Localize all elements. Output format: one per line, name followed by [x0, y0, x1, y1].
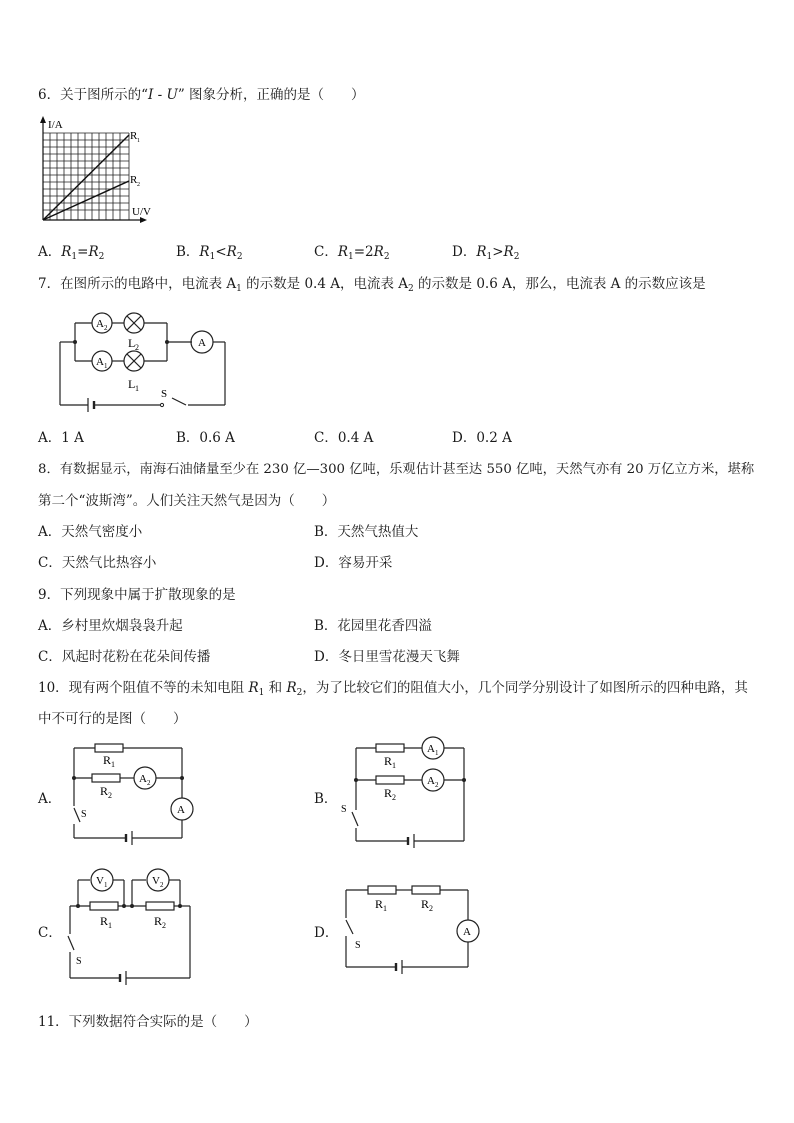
option-key: D． [452, 244, 477, 260]
q10b-r1-label: R [384, 754, 393, 768]
q7-l2-label: L [128, 336, 136, 350]
q7-l2-sub: 2 [135, 343, 139, 352]
option-op: =2 [353, 244, 374, 260]
q6-xlabel: U/V [132, 206, 151, 218]
q7-option-d[interactable]: D．0.2 A [452, 430, 512, 446]
q8-option-d[interactable]: D．容易开采 [314, 555, 393, 571]
option-r: R [373, 244, 384, 260]
option-sub: 1 [486, 252, 493, 262]
q10-stem-part2: 和 [264, 680, 287, 696]
q7-stem-part1: 7．在图所示的电路中，电流表 A [38, 276, 237, 292]
q10-r1: R [248, 680, 259, 696]
q6-line-r2 [43, 181, 129, 220]
q7-sub1: 1 [236, 284, 242, 294]
q6-option-b[interactable] [176, 240, 243, 262]
q10a-s-label: S [81, 809, 87, 820]
q7-a2-sub: 2 [104, 324, 108, 332]
q9-option-b[interactable]: B．花园里花香四溢 [314, 618, 432, 634]
q10c-r2-sub: 2 [162, 921, 166, 930]
option-sub: 1 [348, 252, 354, 262]
q10b-a1-label: A [427, 743, 435, 755]
q10b-r2-label: R [384, 786, 393, 800]
q7-l1-label: L [128, 377, 136, 391]
q10b-a2-sub: 2 [435, 781, 439, 789]
q10a-r2-label: R [100, 784, 109, 798]
q10c-r2-label: R [154, 914, 163, 928]
q10b-r2-sub: 2 [392, 793, 396, 802]
option-r: R [88, 244, 99, 260]
q10c-v1-sub: 1 [104, 881, 108, 889]
option-sub: 1 [209, 252, 216, 262]
option-r: R [226, 244, 237, 260]
q10c-s-label: S [76, 956, 82, 967]
q6-r2-sub: 2 [137, 182, 140, 188]
q10a-a2-label: A [139, 773, 147, 785]
q10-circuit-b[interactable] [338, 734, 478, 849]
option-r: R [337, 244, 349, 260]
option-op: = [77, 244, 89, 260]
q7-stem [38, 272, 706, 294]
option-sub: 2 [98, 252, 105, 262]
q10b-a2-label: A [427, 775, 435, 787]
q7-option-c[interactable]: C．0.4 A [314, 430, 374, 446]
option-r: R [199, 244, 210, 260]
q10b-a1-sub: 1 [435, 749, 439, 757]
q7-option-a[interactable]: A．1 A [38, 430, 84, 446]
q10d-a-label: A [463, 926, 471, 938]
q10-option-d-label[interactable]: D． [314, 925, 339, 941]
q8-stem-line2: 第二个“波斯湾”。人们关注天然气是因为（ ） [38, 493, 336, 509]
q6-option-c[interactable] [314, 240, 390, 262]
q7-l1-sub: 1 [135, 384, 139, 393]
q8-option-a[interactable]: A．天然气密度小 [38, 524, 143, 540]
option-sub: 2 [383, 252, 390, 262]
q6-stem-prefix: 6．关于图所示的“ [38, 87, 148, 103]
q10-option-b-label[interactable]: B． [314, 791, 338, 807]
q9-option-d[interactable]: D．冬日里雪花漫天飞舞 [314, 649, 460, 665]
q6-option-d[interactable] [452, 240, 519, 262]
q10-option-a-label[interactable]: A． [38, 791, 62, 807]
option-sub: 2 [236, 252, 243, 262]
q10-option-c-label[interactable]: C． [38, 925, 62, 941]
q10-stem-part1: 10．现有两个阻值不等的未知电阻 [38, 680, 249, 696]
q6-ylabel: I/A [48, 119, 63, 131]
q10c-v1-label: V [96, 875, 104, 887]
q10c-r1-sub: 1 [108, 921, 112, 930]
q6-r1-label: R [130, 130, 138, 142]
q10-stem-line2: 中不可行的是图（ ） [38, 711, 187, 727]
q10d-r1-sub: 1 [383, 904, 387, 913]
q9-option-c[interactable]: C．风起时花粉在花朵间传播 [38, 649, 211, 665]
q6-iu-graph [28, 115, 158, 225]
q10b-s-label: S [341, 804, 347, 815]
q10d-r1-label: R [375, 897, 384, 911]
option-r: R [503, 244, 514, 260]
q10-stem-part3: ，为了比较它们的阻值大小，几个同学分别设计了如图所示的四种电路，其 [302, 680, 748, 696]
q10-r1-sub: 1 [258, 688, 265, 698]
option-sub: 1 [71, 252, 78, 262]
option-r: R [476, 244, 487, 260]
option-key: A． [38, 244, 62, 260]
q7-s-label: S [161, 388, 168, 400]
q10c-v2-label: V [152, 875, 160, 887]
option-key: B． [176, 244, 200, 260]
q6-option-a[interactable] [38, 240, 104, 262]
q10c-r1-label: R [100, 914, 109, 928]
q10-stem-line1 [38, 676, 748, 698]
q9-option-a[interactable]: A．乡村里炊烟袅袅升起 [38, 618, 183, 634]
q8-stem-line1: 8．有数据显示，南海石油储量至少在 230 亿—300 亿吨，乐观估计甚至达 550 亿吨，天然气亦有 20 万亿立方米，堪称 [38, 462, 755, 477]
q10a-r1-sub: 1 [111, 760, 115, 769]
q10b-r1-sub: 1 [392, 761, 396, 770]
q10d-r2-sub: 2 [429, 904, 433, 913]
q10a-a-label: A [177, 804, 185, 816]
q10a-a2-sub: 2 [147, 779, 151, 787]
q9-stem: 9．下列现象中属于扩散现象的是 [38, 587, 236, 603]
q8-option-b[interactable]: B．天然气热值大 [314, 524, 419, 540]
q10d-s-label: S [355, 940, 361, 951]
q7-stem-part2: 的示数是 0.4 A，电流表 A [241, 276, 409, 292]
q7-option-b[interactable]: B．0.6 A [176, 430, 235, 446]
q7-a1-sub: 1 [104, 362, 108, 370]
q10c-v2-sub: 2 [160, 881, 164, 889]
q6-line-r1 [43, 135, 129, 220]
q10-r2: R [286, 680, 297, 696]
q8-option-c[interactable]: C．天然气比热容小 [38, 555, 157, 571]
q10-circuit-d[interactable] [336, 880, 481, 975]
q10d-r2-label: R [421, 897, 430, 911]
q7-stem-part3: 的示数是 0.6 A，那么，电流表 A 的示数应该是 [413, 276, 706, 292]
q7-circuit [50, 305, 240, 415]
q6-stem-italic: I - U [148, 87, 178, 103]
q7-a-label: A [198, 337, 206, 349]
q6-r1-sub: 1 [137, 138, 140, 144]
q7-a1-label: A [96, 356, 104, 368]
q10-circuit-a[interactable] [60, 738, 200, 848]
q10-circuit-c[interactable] [60, 862, 200, 987]
q10a-r2-sub: 2 [108, 791, 112, 800]
option-r: R [61, 244, 72, 260]
option-sub: 2 [513, 252, 520, 262]
q6-r2-label: R [130, 174, 138, 186]
q10a-r1-label: R [103, 753, 112, 767]
option-op: < [215, 244, 227, 260]
q6-stem [38, 83, 365, 103]
option-op: > [492, 244, 504, 260]
q7-a2-label: A [96, 318, 104, 330]
option-key: C． [314, 244, 338, 260]
q11-stem: 11．下列数据符合实际的是（ ） [38, 1014, 258, 1030]
q7-sub2: 2 [408, 284, 414, 294]
q10-r2-sub: 2 [296, 688, 303, 698]
q6-stem-suffix: ” 图象分析，正确的是（ ） [177, 87, 365, 103]
